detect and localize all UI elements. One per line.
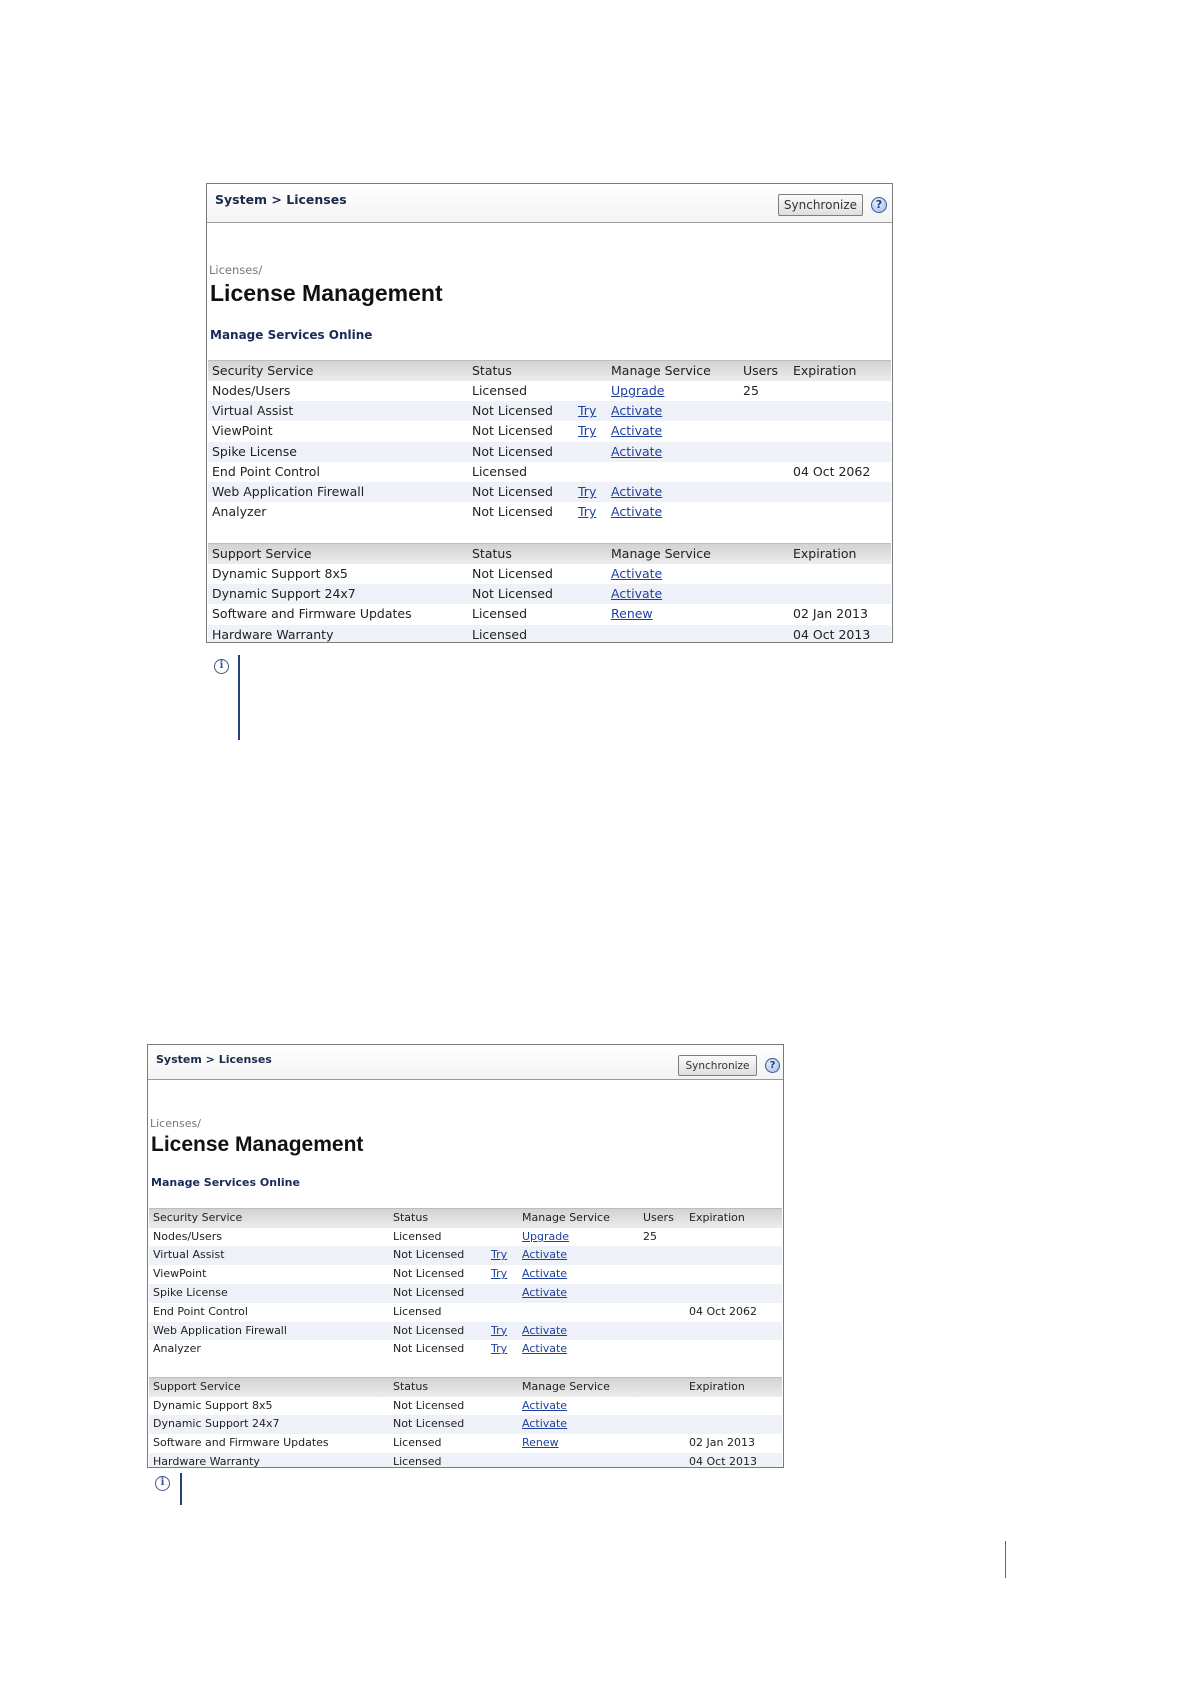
activate-link[interactable]: Activate [611,403,663,419]
table-row [208,381,891,401]
status-text: Not Licensed [472,403,553,419]
try-link[interactable]: Try [578,483,597,499]
header-expiration: Expiration [689,1211,745,1224]
users-count: 25 [643,1229,657,1243]
table-row [208,564,891,584]
status-text: Not Licensed [393,1248,465,1262]
license-screenshot-2 [147,1044,784,1468]
service-name: Software and Firmware Updates [153,1436,329,1450]
status-text: Not Licensed [393,1398,465,1412]
activate-link[interactable]: Activate [611,566,663,581]
status-text: Licensed [472,383,528,398]
service-name: Hardware Warranty [212,626,334,642]
help-icon[interactable]: ? [871,197,887,213]
status-text: Not Licensed [393,1285,465,1299]
upgrade-link[interactable]: Upgrade [522,1229,570,1243]
activate-link[interactable]: Activate [611,483,663,499]
table-row [208,442,891,462]
header-status: Status [472,363,512,378]
license-screenshot-1 [206,183,893,643]
breadcrumb-path: Licenses/ [209,263,263,277]
try-link[interactable]: Try [491,1323,508,1337]
header-security-service: Security Service [212,363,314,378]
activate-link[interactable]: Activate [522,1323,568,1337]
activate-link[interactable]: Activate [522,1398,568,1412]
header-status: Status [472,546,512,561]
header-expiration: Expiration [793,363,857,378]
page-edge-marker [1005,1541,1006,1578]
support-services-table [208,543,891,643]
status-text: Not Licensed [472,443,553,459]
security-header-row [208,360,891,381]
table-row [149,1228,782,1247]
service-name: Web Application Firewall [153,1323,287,1337]
note-bar [180,1473,182,1505]
expiration-date: 04 Oct 2062 [689,1304,758,1318]
table-row [149,1246,782,1265]
activate-link[interactable]: Activate [611,443,663,459]
header-users: Users [643,1211,674,1224]
help-icon[interactable]: ? [765,1058,780,1073]
renew-link[interactable]: Renew [611,606,653,622]
table-row [208,584,891,604]
table-row [149,1265,782,1284]
header-support-service: Support Service [212,546,312,561]
activate-link[interactable]: Activate [522,1285,568,1299]
table-row [208,482,891,502]
renew-link[interactable]: Renew [522,1436,559,1450]
status-text: Licensed [393,1229,442,1243]
service-name: Analyzer [212,504,267,520]
status-text: Not Licensed [472,483,553,499]
try-link[interactable]: Try [578,423,597,439]
status-text: Licensed [393,1304,442,1318]
expiration-date: 04 Oct 2062 [793,463,871,479]
header-manage-service: Manage Service [522,1211,610,1224]
table-row [208,625,891,643]
status-text: Licensed [472,626,528,642]
manage-services-online-heading: Manage Services Online [210,328,373,342]
status-text: Not Licensed [393,1323,465,1337]
status-text: Licensed [393,1436,442,1450]
header-status: Status [393,1380,429,1393]
table-row [208,502,891,522]
title-bar [148,1045,783,1080]
table-row [149,1303,782,1322]
expiration-date: 02 Jan 2013 [793,606,868,622]
synchronize-button[interactable]: Synchronize [778,194,863,216]
service-name: Spike License [212,443,297,459]
note-bar [238,655,240,740]
expiration-date: 04 Oct 2013 [793,626,871,642]
expiration-date: 04 Oct 2013 [689,1454,758,1468]
status-text: Licensed [393,1454,442,1468]
try-link[interactable]: Try [491,1248,508,1262]
users-count: 25 [743,383,759,398]
table-row [149,1434,782,1453]
support-header-row [149,1377,782,1397]
status-text: Not Licensed [472,504,553,520]
header-expiration: Expiration [793,546,857,561]
header-expiration: Expiration [689,1380,745,1393]
service-name: Spike License [153,1285,228,1299]
page-title: License Management [151,1133,364,1156]
expiration-date: 02 Jan 2013 [689,1436,755,1450]
activate-link[interactable]: Activate [611,586,663,602]
status-text: Not Licensed [393,1267,465,1281]
table-row [208,421,891,441]
table-row [149,1453,782,1468]
status-text: Licensed [472,606,528,622]
activate-link[interactable]: Activate [522,1417,568,1431]
breadcrumb-path: Licenses/ [150,1117,201,1130]
security-services-table [149,1208,782,1359]
try-link[interactable]: Try [578,403,597,419]
activate-link[interactable]: Activate [611,504,663,520]
service-name: Nodes/Users [153,1229,222,1243]
synchronize-button[interactable]: Synchronize [678,1055,757,1076]
service-name: Analyzer [153,1342,201,1356]
activate-link[interactable]: Activate [611,423,663,439]
header-support-service: Support Service [153,1380,241,1393]
table-row [208,462,891,482]
service-name: ViewPoint [153,1267,207,1281]
table-row [208,604,891,624]
service-name: Dynamic Support 8x5 [212,566,348,581]
try-link[interactable]: Try [491,1267,508,1281]
status-text: Not Licensed [393,1417,465,1431]
service-name: Dynamic Support 8x5 [153,1398,273,1412]
table-row [208,401,891,421]
status-text: Not Licensed [472,423,553,439]
table-row [149,1397,782,1416]
breadcrumb: System > Licenses [215,192,347,207]
title-bar [207,184,892,223]
service-name: Web Application Firewall [212,483,365,499]
service-name: End Point Control [212,463,320,479]
support-header-row [208,543,891,564]
header-manage-service: Manage Service [611,546,711,561]
upgrade-link[interactable]: Upgrade [611,383,665,398]
status-text: Licensed [472,463,528,479]
status-text: Not Licensed [393,1342,465,1356]
table-row [149,1284,782,1303]
service-name: Virtual Assist [212,403,294,419]
header-status: Status [393,1211,429,1224]
activate-link[interactable]: Activate [522,1342,568,1356]
activate-link[interactable]: Activate [522,1248,568,1262]
manage-services-online-heading: Manage Services Online [151,1176,300,1189]
service-name: Nodes/Users [212,383,291,398]
header-users: Users [743,363,779,378]
table-row [149,1322,782,1341]
header-manage-service: Manage Service [522,1380,610,1393]
service-name: Virtual Assist [153,1248,225,1262]
service-name: Dynamic Support 24x7 [212,586,356,602]
try-link[interactable]: Try [578,504,597,520]
info-icon: i [155,1476,170,1491]
service-name: End Point Control [153,1304,248,1318]
breadcrumb: System > Licenses [156,1053,272,1066]
table-row [149,1415,782,1434]
service-name: Dynamic Support 24x7 [153,1417,280,1431]
security-header-row [149,1208,782,1228]
activate-link[interactable]: Activate [522,1267,568,1281]
header-manage-service: Manage Service [611,363,711,378]
support-services-table [149,1377,782,1468]
page-title: License Management [210,280,443,306]
service-name: ViewPoint [212,423,273,439]
try-link[interactable]: Try [491,1342,508,1356]
service-name: Hardware Warranty [153,1454,260,1468]
status-text: Not Licensed [472,566,553,581]
status-text: Not Licensed [472,586,553,602]
service-name: Software and Firmware Updates [212,606,412,622]
security-services-table [208,360,891,522]
info-icon: i [214,659,229,674]
table-row [149,1340,782,1359]
header-security-service: Security Service [153,1211,243,1224]
